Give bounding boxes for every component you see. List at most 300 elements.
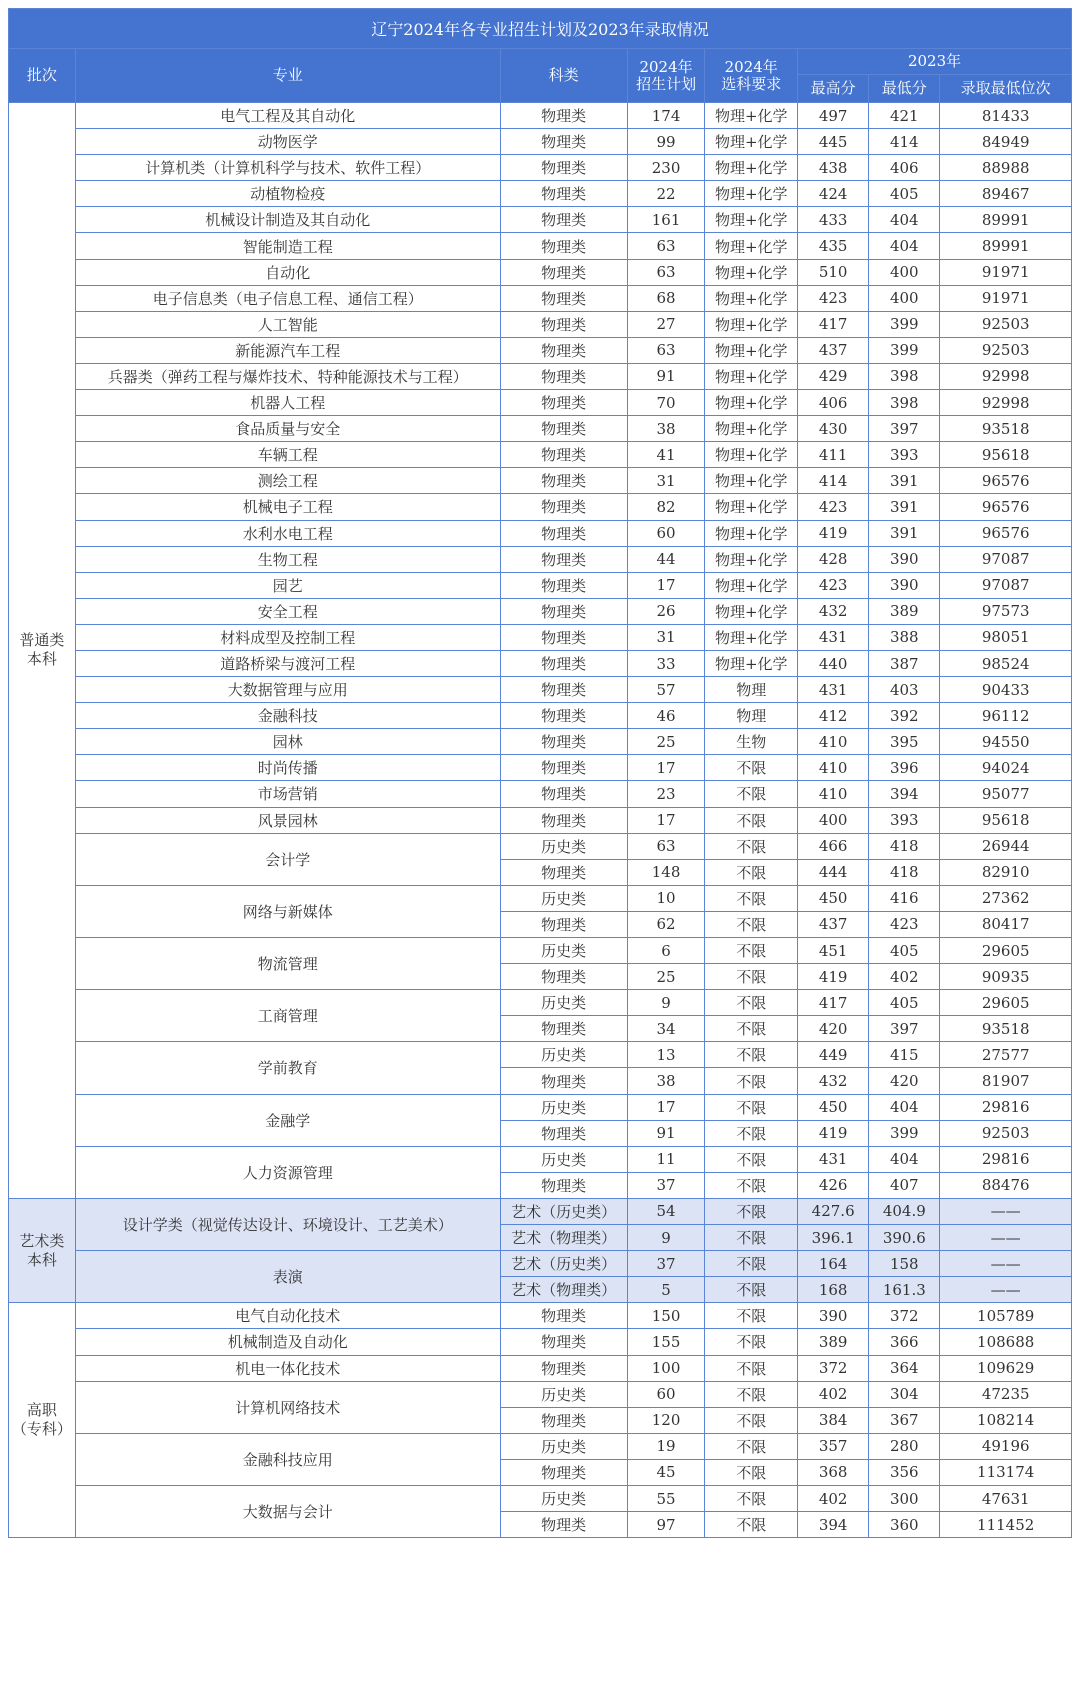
min-rank-cell: 49196 — [940, 1433, 1072, 1459]
min-rank-cell: 113174 — [940, 1459, 1072, 1485]
requirement-cell: 不限 — [705, 1512, 798, 1538]
major-cell: 大数据管理与应用 — [75, 677, 500, 703]
min-score-cell: 398 — [869, 363, 940, 389]
requirement-cell: 物理+化学 — [705, 468, 798, 494]
requirement-cell: 不限 — [705, 781, 798, 807]
max-score-cell: 164 — [798, 1251, 869, 1277]
min-score-cell: 391 — [869, 468, 940, 494]
max-score-cell: 451 — [798, 938, 869, 964]
plan-cell: 38 — [627, 1068, 705, 1094]
major-cell: 机电一体化技术 — [75, 1355, 500, 1381]
subject-cell: 历史类 — [500, 1433, 627, 1459]
max-score-cell: 402 — [798, 1485, 869, 1511]
requirement-cell: 不限 — [705, 1277, 798, 1303]
min-rank-cell: 47631 — [940, 1485, 1072, 1511]
subject-cell: 历史类 — [500, 1485, 627, 1511]
table-row — [9, 311, 1072, 337]
plan-cell: 44 — [627, 546, 705, 572]
major-cell: 电子信息类（电子信息工程、通信工程） — [75, 285, 500, 311]
min-rank-cell: 95077 — [940, 781, 1072, 807]
subject-cell: 历史类 — [500, 1042, 627, 1068]
min-rank-cell: 29816 — [940, 1146, 1072, 1172]
requirement-cell: 不限 — [705, 1172, 798, 1198]
max-score-cell: 450 — [798, 885, 869, 911]
table-body — [9, 103, 1072, 1538]
max-score-cell: 445 — [798, 129, 869, 155]
plan-cell: 63 — [627, 833, 705, 859]
table-row — [9, 1042, 1072, 1068]
plan-cell: 54 — [627, 1198, 705, 1224]
max-score-cell: 372 — [798, 1355, 869, 1381]
max-score-cell: 412 — [798, 703, 869, 729]
requirement-cell: 物理+化学 — [705, 572, 798, 598]
subject-cell: 物理类 — [500, 468, 627, 494]
min-rank-cell: 27577 — [940, 1042, 1072, 1068]
plan-cell: 91 — [627, 363, 705, 389]
min-score-cell: 392 — [869, 703, 940, 729]
plan-cell: 62 — [627, 911, 705, 937]
plan-cell: 25 — [627, 964, 705, 990]
subject-cell: 物理类 — [500, 1303, 627, 1329]
max-score-cell: 431 — [798, 677, 869, 703]
subject-cell: 物理类 — [500, 703, 627, 729]
max-score-cell: 432 — [798, 598, 869, 624]
min-score-cell: 416 — [869, 885, 940, 911]
header-plan-line1: 2024年 — [639, 57, 693, 76]
max-score-cell: 432 — [798, 1068, 869, 1094]
min-rank-cell: 27362 — [940, 885, 1072, 911]
table-row — [9, 363, 1072, 389]
min-score-cell: 390 — [869, 546, 940, 572]
plan-cell: 17 — [627, 572, 705, 598]
min-score-cell: 356 — [869, 1459, 940, 1485]
min-rank-cell: —— — [940, 1198, 1072, 1224]
subject-cell: 物理类 — [500, 181, 627, 207]
max-score-cell: 411 — [798, 442, 869, 468]
max-score-cell: 429 — [798, 363, 869, 389]
major-cell: 园林 — [75, 729, 500, 755]
table-row — [9, 572, 1072, 598]
plan-cell: 13 — [627, 1042, 705, 1068]
major-cell: 人力资源管理 — [75, 1146, 500, 1198]
max-score-cell: 400 — [798, 807, 869, 833]
plan-cell: 57 — [627, 677, 705, 703]
subject-cell: 物理类 — [500, 1172, 627, 1198]
subject-cell: 物理类 — [500, 781, 627, 807]
subject-cell: 物理类 — [500, 442, 627, 468]
min-rank-cell: 108688 — [940, 1329, 1072, 1355]
header-req-line2: 选科要求 — [721, 74, 782, 93]
requirement-cell: 不限 — [705, 990, 798, 1016]
plan-cell: 63 — [627, 259, 705, 285]
requirement-cell: 物理+化学 — [705, 181, 798, 207]
min-rank-cell: 81907 — [940, 1068, 1072, 1094]
table-row — [9, 1355, 1072, 1381]
requirement-cell: 物理+化学 — [705, 546, 798, 572]
min-score-cell: 390 — [869, 572, 940, 598]
major-cell: 道路桥梁与渡河工程 — [75, 650, 500, 676]
max-score-cell: 450 — [798, 1094, 869, 1120]
plan-cell: 17 — [627, 755, 705, 781]
header-2023: 2023年 — [798, 49, 1072, 75]
subject-cell: 历史类 — [500, 1094, 627, 1120]
requirement-cell: 物理 — [705, 703, 798, 729]
max-score-cell: 423 — [798, 494, 869, 520]
subject-cell: 历史类 — [500, 990, 627, 1016]
requirement-cell: 物理+化学 — [705, 494, 798, 520]
subject-cell: 物理类 — [500, 337, 627, 363]
requirement-cell: 物理+化学 — [705, 129, 798, 155]
requirement-cell: 不限 — [705, 1251, 798, 1277]
requirement-cell: 不限 — [705, 1120, 798, 1146]
requirement-cell: 物理+化学 — [705, 520, 798, 546]
table-row — [9, 677, 1072, 703]
requirement-cell: 不限 — [705, 938, 798, 964]
table-row — [9, 1303, 1072, 1329]
plan-cell: 63 — [627, 233, 705, 259]
requirement-cell: 不限 — [705, 1459, 798, 1485]
major-cell: 机器人工程 — [75, 390, 500, 416]
min-rank-cell: 88476 — [940, 1172, 1072, 1198]
max-score-cell: 419 — [798, 1120, 869, 1146]
requirement-cell: 物理+化学 — [705, 259, 798, 285]
min-score-cell: 360 — [869, 1512, 940, 1538]
min-rank-cell: 89991 — [940, 207, 1072, 233]
max-score-cell: 419 — [798, 964, 869, 990]
table-row — [9, 494, 1072, 520]
header-plan — [627, 49, 705, 103]
plan-cell: 26 — [627, 598, 705, 624]
major-cell: 机械制造及自动化 — [75, 1329, 500, 1355]
min-score-cell: 364 — [869, 1355, 940, 1381]
plan-cell: 100 — [627, 1355, 705, 1381]
subject-cell: 物理类 — [500, 964, 627, 990]
min-score-cell: 407 — [869, 1172, 940, 1198]
min-rank-cell: 92503 — [940, 337, 1072, 363]
min-rank-cell: 29605 — [940, 938, 1072, 964]
requirement-cell: 不限 — [705, 911, 798, 937]
subject-cell: 物理类 — [500, 650, 627, 676]
min-score-cell: 391 — [869, 494, 940, 520]
header-batch: 批次 — [9, 49, 76, 103]
min-rank-cell: 96576 — [940, 494, 1072, 520]
plan-cell: 150 — [627, 1303, 705, 1329]
min-rank-cell: 97087 — [940, 572, 1072, 598]
requirement-cell: 物理+化学 — [705, 103, 798, 129]
min-score-cell: 400 — [869, 285, 940, 311]
min-score-cell: 404.9 — [869, 1198, 940, 1224]
min-rank-cell: 91971 — [940, 285, 1072, 311]
major-cell: 学前教育 — [75, 1042, 500, 1094]
min-rank-cell: 80417 — [940, 911, 1072, 937]
min-rank-cell: 97087 — [940, 546, 1072, 572]
table-row — [9, 1094, 1072, 1120]
max-score-cell: 423 — [798, 572, 869, 598]
table-row — [9, 807, 1072, 833]
plan-cell: 41 — [627, 442, 705, 468]
plan-cell: 17 — [627, 807, 705, 833]
requirement-cell: 不限 — [705, 859, 798, 885]
min-rank-cell: 93518 — [940, 416, 1072, 442]
subject-cell: 物理类 — [500, 729, 627, 755]
header-major: 专业 — [75, 49, 500, 103]
min-rank-cell: 95618 — [940, 442, 1072, 468]
header-row-1 — [9, 49, 1072, 75]
max-score-cell: 433 — [798, 207, 869, 233]
plan-cell: 6 — [627, 938, 705, 964]
max-score-cell: 402 — [798, 1381, 869, 1407]
min-rank-cell: —— — [940, 1251, 1072, 1277]
min-rank-cell: 97573 — [940, 598, 1072, 624]
max-score-cell: 384 — [798, 1407, 869, 1433]
min-score-cell: 394 — [869, 781, 940, 807]
min-score-cell: 405 — [869, 938, 940, 964]
plan-cell: 31 — [627, 468, 705, 494]
admission-table-container — [8, 8, 1072, 1538]
min-rank-cell: 47235 — [940, 1381, 1072, 1407]
min-rank-cell: 90433 — [940, 677, 1072, 703]
plan-cell: 230 — [627, 155, 705, 181]
major-cell: 园艺 — [75, 572, 500, 598]
major-cell: 车辆工程 — [75, 442, 500, 468]
subject-cell: 艺术（历史类） — [500, 1198, 627, 1224]
table-row — [9, 181, 1072, 207]
min-score-cell: 397 — [869, 1016, 940, 1042]
min-rank-cell: 92998 — [940, 363, 1072, 389]
max-score-cell: 497 — [798, 103, 869, 129]
min-score-cell: 395 — [869, 729, 940, 755]
table-row — [9, 755, 1072, 781]
min-score-cell: 388 — [869, 624, 940, 650]
table-row — [9, 1433, 1072, 1459]
requirement-cell: 物理+化学 — [705, 207, 798, 233]
table-row — [9, 259, 1072, 285]
plan-cell: 97 — [627, 1512, 705, 1538]
header-plan-line2: 招生计划 — [636, 74, 697, 93]
max-score-cell: 426 — [798, 1172, 869, 1198]
min-rank-cell: 89991 — [940, 233, 1072, 259]
table-row — [9, 1198, 1072, 1224]
requirement-cell: 不限 — [705, 964, 798, 990]
max-score-cell: 396.1 — [798, 1225, 869, 1251]
min-rank-cell: 84949 — [940, 129, 1072, 155]
min-score-cell: 398 — [869, 390, 940, 416]
requirement-cell: 不限 — [705, 885, 798, 911]
subject-cell: 物理类 — [500, 546, 627, 572]
major-cell: 材料成型及控制工程 — [75, 624, 500, 650]
table-row — [9, 233, 1072, 259]
table-row — [9, 390, 1072, 416]
max-score-cell: 410 — [798, 781, 869, 807]
min-score-cell: 161.3 — [869, 1277, 940, 1303]
max-score-cell: 444 — [798, 859, 869, 885]
admission-table — [8, 8, 1072, 1538]
subject-cell: 物理类 — [500, 520, 627, 546]
min-rank-cell: 91971 — [940, 259, 1072, 285]
subject-cell: 物理类 — [500, 1407, 627, 1433]
max-score-cell: 368 — [798, 1459, 869, 1485]
header-req-line1: 2024年 — [724, 57, 778, 76]
major-cell: 工商管理 — [75, 990, 500, 1042]
subject-cell: 历史类 — [500, 1381, 627, 1407]
table-row — [9, 442, 1072, 468]
header-requirement — [705, 49, 798, 103]
min-score-cell: 304 — [869, 1381, 940, 1407]
header-subject: 科类 — [500, 49, 627, 103]
requirement-cell: 物理+化学 — [705, 416, 798, 442]
table-row — [9, 207, 1072, 233]
table-row — [9, 416, 1072, 442]
plan-cell: 82 — [627, 494, 705, 520]
max-score-cell: 419 — [798, 520, 869, 546]
min-score-cell: 300 — [869, 1485, 940, 1511]
table-row — [9, 1485, 1072, 1511]
subject-cell: 物理类 — [500, 624, 627, 650]
subject-cell: 物理类 — [500, 390, 627, 416]
min-rank-cell: 95618 — [940, 807, 1072, 833]
subject-cell: 物理类 — [500, 494, 627, 520]
requirement-cell: 不限 — [705, 1146, 798, 1172]
min-rank-cell: 105789 — [940, 1303, 1072, 1329]
table-row — [9, 990, 1072, 1016]
min-rank-cell: 89467 — [940, 181, 1072, 207]
subject-cell: 物理类 — [500, 103, 627, 129]
plan-cell: 174 — [627, 103, 705, 129]
min-rank-cell: 82910 — [940, 859, 1072, 885]
requirement-cell: 不限 — [705, 1042, 798, 1068]
major-cell: 机械设计制造及其自动化 — [75, 207, 500, 233]
plan-cell: 37 — [627, 1251, 705, 1277]
batch-name-line1: 高职 — [26, 1401, 57, 1420]
subject-cell: 物理类 — [500, 155, 627, 181]
subject-cell: 物理类 — [500, 233, 627, 259]
batch-name-line2: 本科 — [26, 650, 57, 669]
requirement-cell: 不限 — [705, 1381, 798, 1407]
requirement-cell: 不限 — [705, 1016, 798, 1042]
subject-cell: 历史类 — [500, 885, 627, 911]
requirement-cell: 不限 — [705, 1094, 798, 1120]
max-score-cell: 420 — [798, 1016, 869, 1042]
subject-cell: 艺术（物理类） — [500, 1277, 627, 1303]
requirement-cell: 不限 — [705, 1303, 798, 1329]
min-score-cell: 418 — [869, 833, 940, 859]
plan-cell: 22 — [627, 181, 705, 207]
major-cell: 会计学 — [75, 833, 500, 885]
requirement-cell: 生物 — [705, 729, 798, 755]
requirement-cell: 物理+化学 — [705, 311, 798, 337]
table-row — [9, 781, 1072, 807]
min-score-cell: 391 — [869, 520, 940, 546]
major-cell: 物流管理 — [75, 938, 500, 990]
min-rank-cell: 111452 — [940, 1512, 1072, 1538]
table-row — [9, 1251, 1072, 1277]
subject-cell: 物理类 — [500, 755, 627, 781]
min-rank-cell: 96576 — [940, 520, 1072, 546]
max-score-cell: 417 — [798, 990, 869, 1016]
batch-name-line1: 普通类 — [19, 631, 65, 650]
max-score-cell: 431 — [798, 624, 869, 650]
subject-cell: 物理类 — [500, 1120, 627, 1146]
max-score-cell: 357 — [798, 1433, 869, 1459]
major-cell: 计算机网络技术 — [75, 1381, 500, 1433]
min-score-cell: 421 — [869, 103, 940, 129]
plan-cell: 38 — [627, 416, 705, 442]
max-score-cell: 428 — [798, 546, 869, 572]
min-rank-cell: 94024 — [940, 755, 1072, 781]
min-score-cell: 399 — [869, 311, 940, 337]
requirement-cell: 物理+化学 — [705, 442, 798, 468]
min-score-cell: 404 — [869, 1146, 940, 1172]
batch-cell — [9, 103, 76, 1199]
plan-cell: 17 — [627, 1094, 705, 1120]
max-score-cell: 410 — [798, 755, 869, 781]
plan-cell: 10 — [627, 885, 705, 911]
min-score-cell: 158 — [869, 1251, 940, 1277]
subject-cell: 物理类 — [500, 1329, 627, 1355]
min-score-cell: 402 — [869, 964, 940, 990]
min-score-cell: 393 — [869, 442, 940, 468]
table-row — [9, 103, 1072, 129]
requirement-cell: 不限 — [705, 1485, 798, 1511]
plan-cell: 9 — [627, 1225, 705, 1251]
requirement-cell: 物理+化学 — [705, 233, 798, 259]
min-score-cell: 397 — [869, 416, 940, 442]
table-row — [9, 285, 1072, 311]
min-score-cell: 400 — [869, 259, 940, 285]
table-row — [9, 468, 1072, 494]
major-cell: 食品质量与安全 — [75, 416, 500, 442]
max-score-cell: 390 — [798, 1303, 869, 1329]
plan-cell: 33 — [627, 650, 705, 676]
subject-cell: 物理类 — [500, 363, 627, 389]
max-score-cell: 438 — [798, 155, 869, 181]
requirement-cell: 不限 — [705, 1355, 798, 1381]
table-row — [9, 520, 1072, 546]
major-cell: 动物医学 — [75, 129, 500, 155]
table-title: 辽宁2024年各专业招生计划及2023年录取情况 — [9, 9, 1072, 49]
min-rank-cell: 29605 — [940, 990, 1072, 1016]
plan-cell: 55 — [627, 1485, 705, 1511]
plan-cell: 155 — [627, 1329, 705, 1355]
major-cell: 金融科技 — [75, 703, 500, 729]
table-row — [9, 833, 1072, 859]
major-cell: 电气自动化技术 — [75, 1303, 500, 1329]
major-cell: 计算机类（计算机科学与技术、软件工程） — [75, 155, 500, 181]
min-rank-cell: 98524 — [940, 650, 1072, 676]
major-cell: 电气工程及其自动化 — [75, 103, 500, 129]
requirement-cell: 物理+化学 — [705, 650, 798, 676]
min-score-cell: 404 — [869, 1094, 940, 1120]
subject-cell: 物理类 — [500, 807, 627, 833]
min-score-cell: 390.6 — [869, 1225, 940, 1251]
table-row — [9, 938, 1072, 964]
min-rank-cell: 92503 — [940, 1120, 1072, 1146]
batch-name-line2: 本科 — [26, 1250, 57, 1269]
max-score-cell: 417 — [798, 311, 869, 337]
major-cell: 金融科技应用 — [75, 1433, 500, 1485]
min-score-cell: 387 — [869, 650, 940, 676]
subject-cell: 物理类 — [500, 129, 627, 155]
table-row — [9, 598, 1072, 624]
major-cell: 生物工程 — [75, 546, 500, 572]
requirement-cell: 不限 — [705, 1407, 798, 1433]
min-rank-cell: 81433 — [940, 103, 1072, 129]
subject-cell: 物理类 — [500, 1016, 627, 1042]
major-cell: 市场营销 — [75, 781, 500, 807]
major-cell: 智能制造工程 — [75, 233, 500, 259]
plan-cell: 91 — [627, 1120, 705, 1146]
plan-cell: 11 — [627, 1146, 705, 1172]
